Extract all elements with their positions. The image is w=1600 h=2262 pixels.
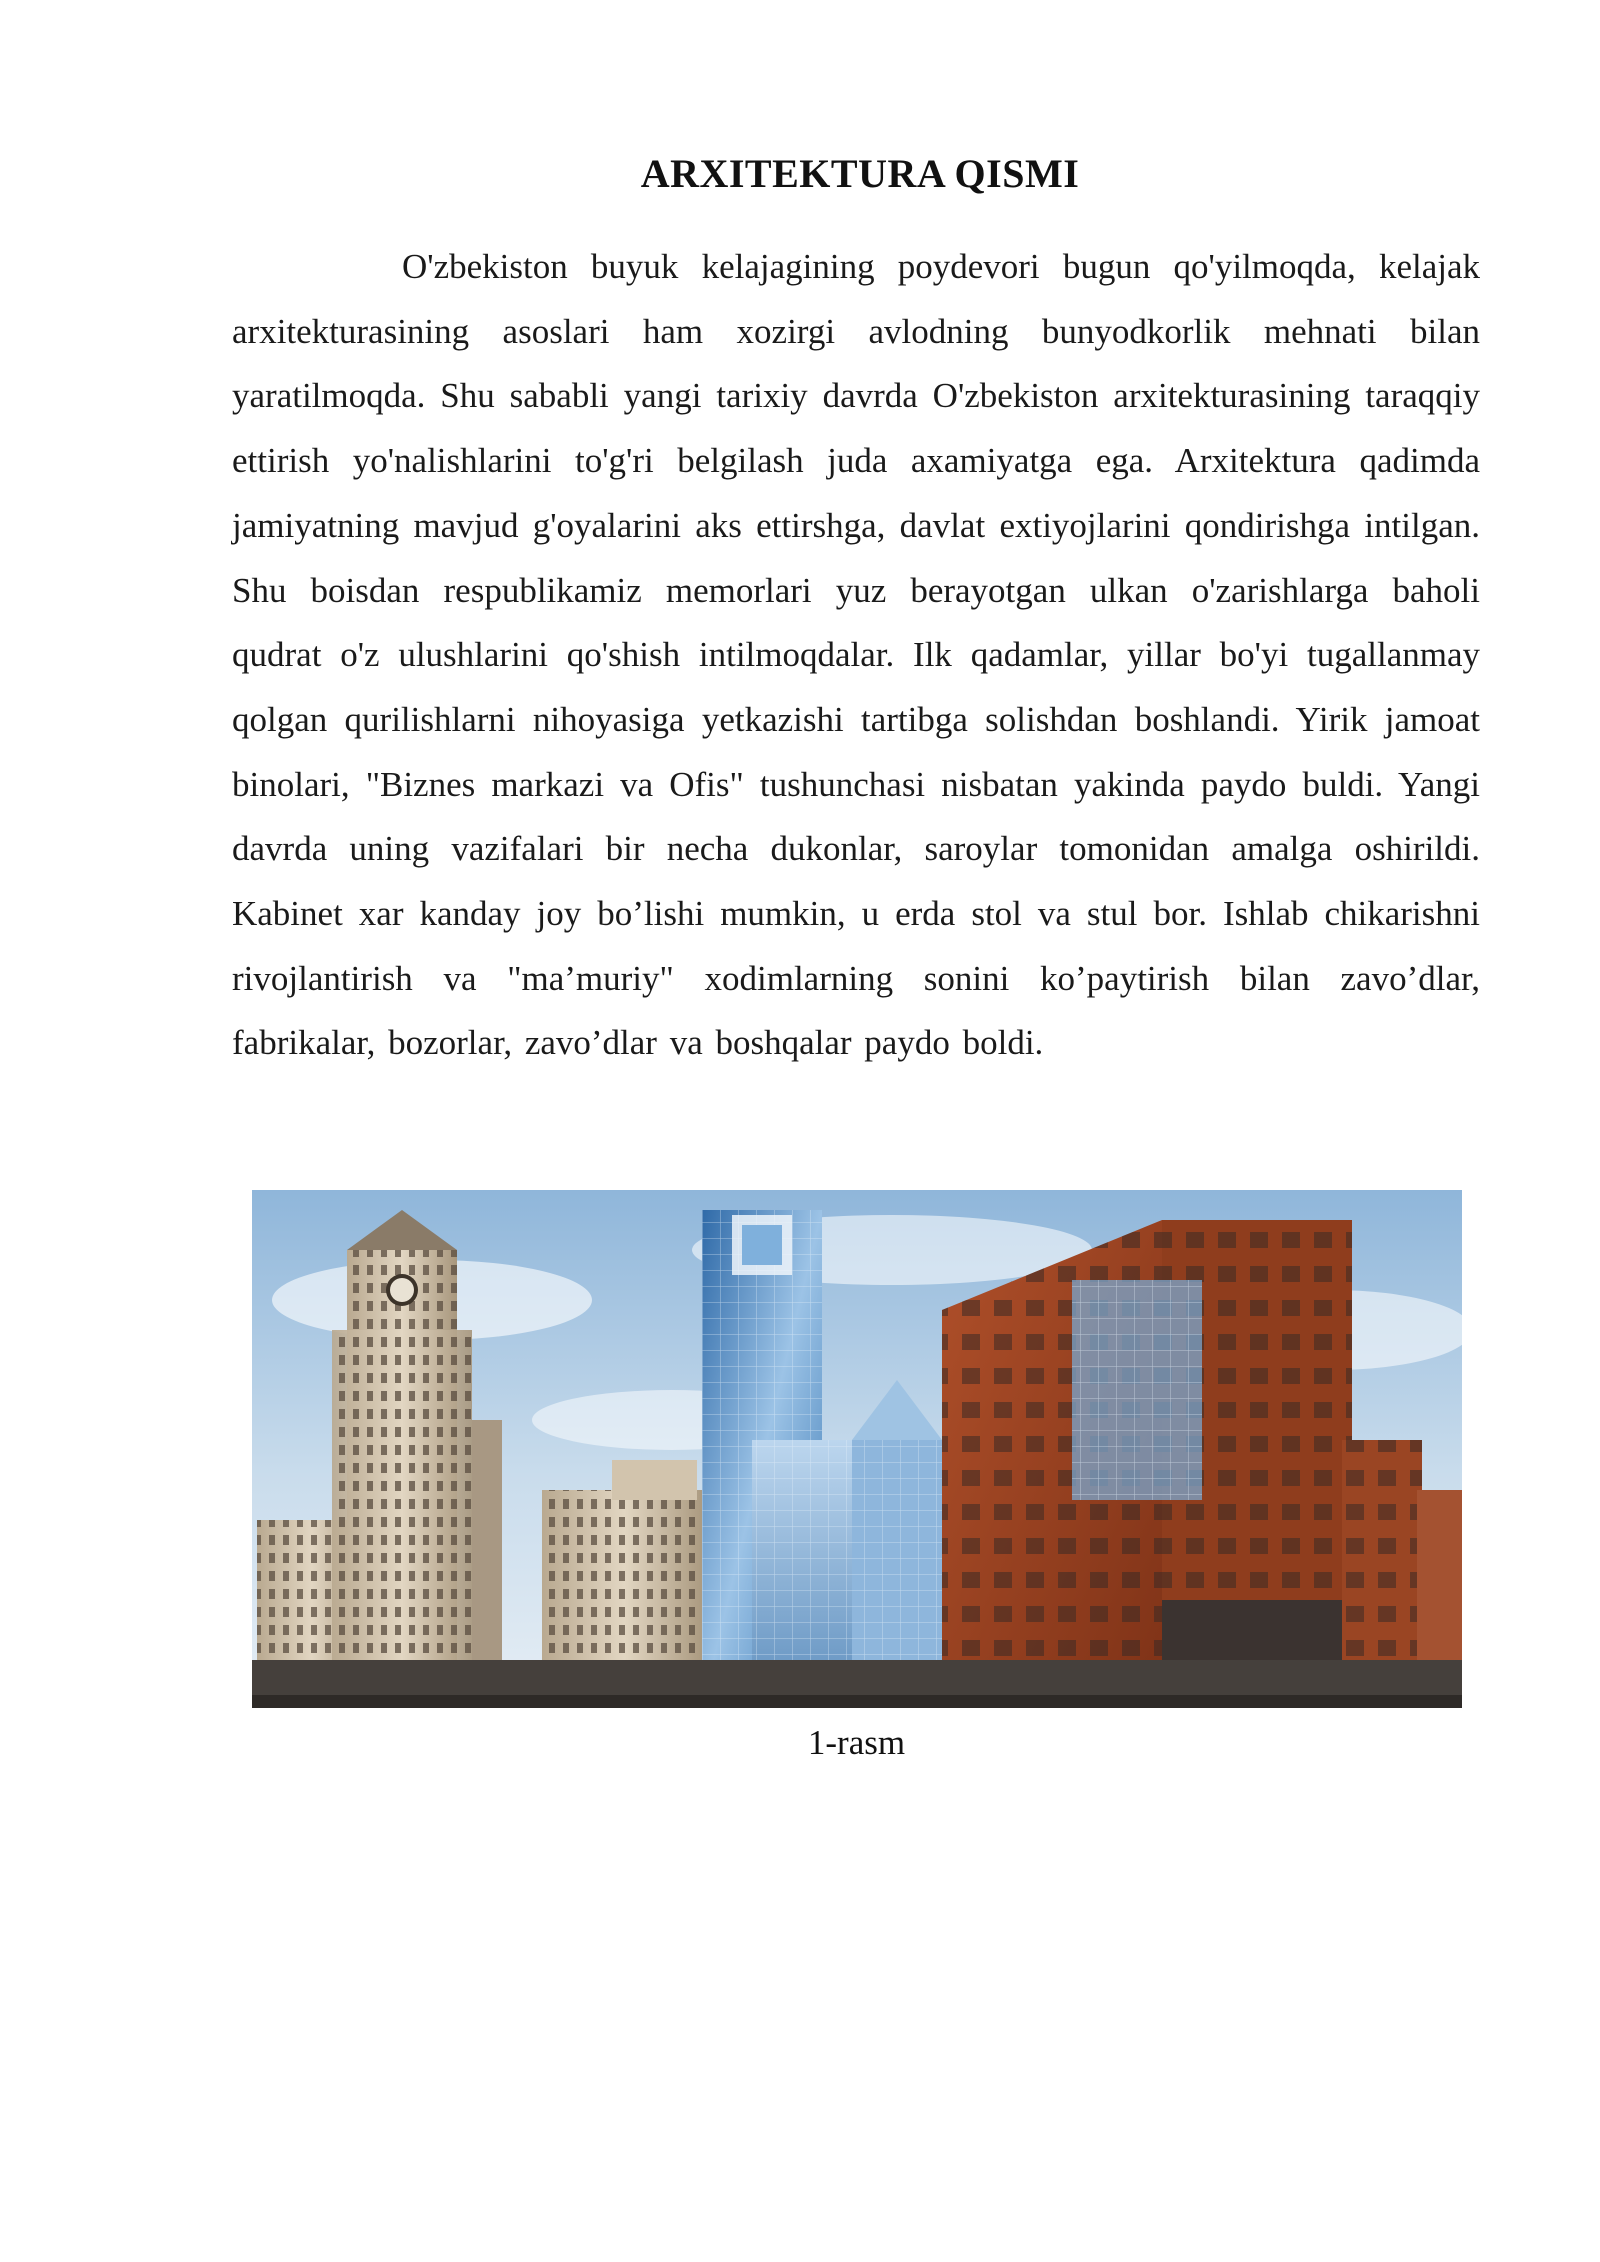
figure-caption: 1-rasm [807, 1723, 906, 1762]
building-photo [252, 1190, 1462, 1708]
body-text [232, 235, 1480, 1076]
paragraph: O'zbekiston buyuk kelajagining poydevori bugun qo'yilmoqda, kelajak arxitekturasining asoslari ham xozirgi avlodning bunyodkorlik mehnati bilan yaratilmoqda. Shu sababli yangi tarixiy davrda O'zbekiston arxitekturasining taraqqiy ettirish yo'nalishlarini to'g'ri belgilash juda axamiyatga ega. Arxitektura qadimda jamiyatning mavjud g'oyalarini aks ettirshga, davlat extiyojlarini qondirishga intilgan. Shu boisdan respublikamiz memorlari yuz berayotgan ulkan o'zarishlarga baholi qudrat o'z ulushlarini qo'shish intilmoqdalar. Ilk qadamlar, yillar bo'yi tugallanmay qolgan qurilishlarni nihoyasiga yetkazishi tartibga solishdan boshlandi. Yirik jamoat binolari, "Biznes markazi va Ofis" tushunchasi nisbatan yakinda paydo buldi. Yangi davrda uning vazifalari bir necha dukonlar, saroylar tomonidan amalga oshirildi. Kabinet xar kanday joy bo’lishi mumkin, u erda stol va stul bor. Ishlab chikarishni rivojlantirish va "ma’muriy" xodimlarning sonini ko’paytirish bilan zavo’dlar, fabrikalar, bozorlar, zavo’dlar va boshqalar paydo boldi. [232, 247, 1480, 1063]
page-title: ARXITEKTURA QISMI [640, 151, 1080, 196]
